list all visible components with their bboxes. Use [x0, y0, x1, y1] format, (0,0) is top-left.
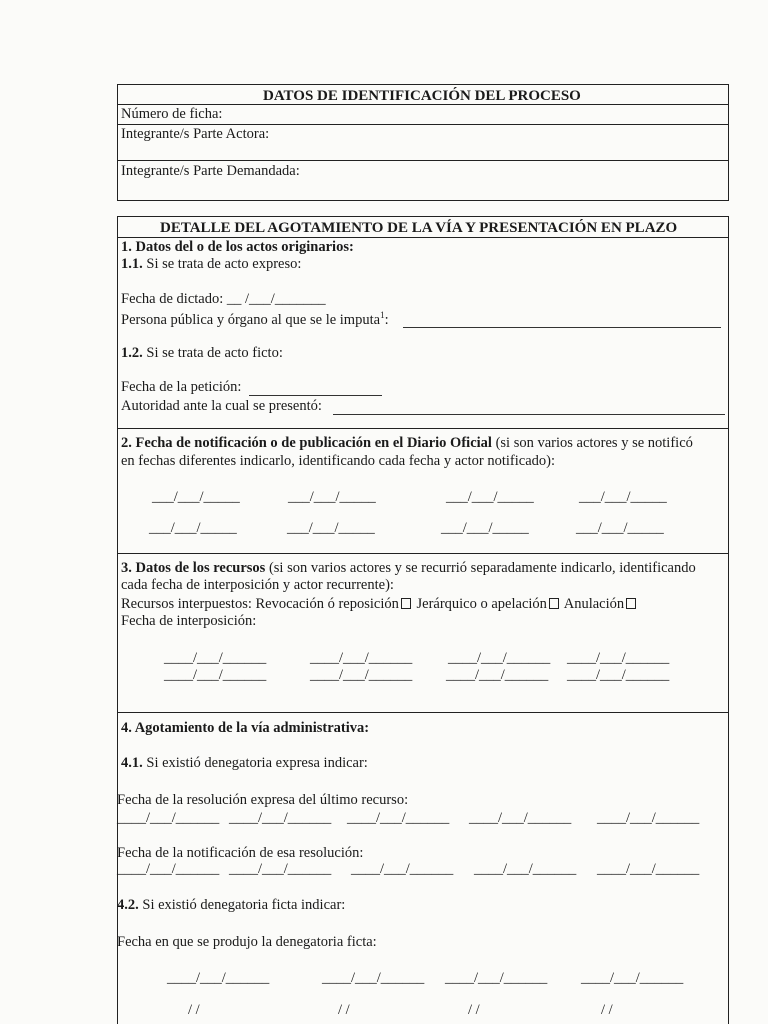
subsection-text: Si existió denegatoria expresa indicar:	[146, 755, 368, 771]
date-field-partial[interactable]: / /	[468, 1002, 480, 1018]
date-field[interactable]: ___/___/_____	[152, 489, 240, 505]
field-label-resolucion-expresa: Fecha de la resolución expresa del último recurso:	[117, 792, 409, 808]
date-field[interactable]: ____/___/______	[445, 970, 548, 986]
recursos-options	[121, 597, 638, 612]
date-field[interactable]: ____/___/______	[229, 861, 332, 877]
autoridad-input-line[interactable]	[333, 414, 725, 415]
recursos-label: Recursos interpuestos:	[121, 596, 252, 612]
date-field[interactable]: ____/___/______	[581, 970, 684, 986]
field-fecha-dictado: Fecha de dictado: __ /___/_______	[121, 291, 326, 307]
subsection-number: 1.1.	[121, 256, 143, 272]
part1-heading: 1. Datos del o de los actos originarios:	[121, 239, 354, 255]
box2-divider	[117, 712, 729, 713]
box1-divider	[117, 124, 729, 125]
fecha-peticion-input-line[interactable]	[249, 395, 382, 396]
section-title-identification: DATOS DE IDENTIFICACIÓN DEL PROCESO	[263, 88, 581, 104]
subsection-text: Si existió denegatoria ficta indicar:	[142, 897, 346, 913]
checkbox-revocacion[interactable]	[401, 598, 411, 609]
date-field[interactable]: ___/___/_____	[576, 520, 664, 536]
subsection-text: Si se trata de acto expreso:	[146, 256, 302, 272]
date-field[interactable]: ____/___/______	[597, 810, 700, 826]
date-field[interactable]: ____/___/______	[164, 650, 267, 666]
part2-heading-bold: 2. Fecha de notificación o de publicación en el Diario Oficial	[121, 435, 492, 451]
date-field[interactable]: ____/___/______	[310, 667, 413, 683]
subsection-number: 1.2.	[121, 345, 143, 361]
part4-heading: 4. Agotamiento de la vía administrativa:	[121, 720, 370, 736]
date-field-partial[interactable]: / /	[338, 1002, 350, 1018]
date-field[interactable]: ____/___/______	[351, 861, 454, 877]
section-title-exhaustion: DETALLE DEL AGOTAMIENTO DE LA VÍA Y PRESENTACIÓN EN PLAZO	[160, 220, 678, 236]
date-field[interactable]: ____/___/______	[597, 861, 700, 877]
persona-label: Persona pública y órgano al que se le imputa	[121, 311, 381, 328]
date-field[interactable]: ___/___/_____	[446, 489, 534, 505]
footnote-marker: 1	[380, 310, 385, 320]
date-field[interactable]: ____/___/______	[446, 667, 549, 683]
option-jerarquico-label: Jerárquico o apelación	[416, 596, 547, 612]
field-persona-publica	[121, 311, 389, 327]
field-label-parte-demandada: Integrante/s Parte Demandada:	[121, 163, 300, 179]
date-field[interactable]: ___/___/_____	[579, 489, 667, 505]
part2-heading-line2: en fechas diferentes indicarlo, identificando cada fecha y actor notificado):	[121, 453, 555, 469]
subsection-text: Si se trata de acto ficto:	[146, 345, 283, 361]
subsection-1-2	[121, 346, 283, 361]
date-field[interactable]: ____/___/______	[567, 650, 670, 666]
date-field-partial[interactable]: / /	[188, 1002, 200, 1018]
date-field[interactable]: ____/___/______	[310, 650, 413, 666]
box2-divider	[117, 553, 729, 554]
field-label-denegatoria-ficta: Fecha en que se produjo la denegatoria ficta:	[117, 934, 377, 950]
persona-colon: :	[384, 311, 389, 328]
date-field[interactable]: ____/___/______	[229, 810, 332, 826]
field-label-autoridad: Autoridad ante la cual se presentó:	[121, 398, 322, 414]
subsection-number: 4.2.	[117, 897, 139, 913]
part3-heading-bold: 3. Datos de los recursos	[121, 560, 266, 576]
field-label-fecha-peticion: Fecha de la petición:	[121, 379, 242, 395]
date-field-partial[interactable]: / /	[601, 1002, 613, 1018]
date-field[interactable]: ____/___/______	[448, 650, 551, 666]
date-field[interactable]: ___/___/_____	[149, 520, 237, 536]
date-field[interactable]: ___/___/_____	[287, 520, 375, 536]
subsection-4-2	[117, 898, 345, 913]
box2-divider	[117, 237, 729, 238]
part2-heading-rest: (si son varios actores y se notificó	[495, 435, 693, 451]
date-field[interactable]: ____/___/______	[164, 667, 267, 683]
date-field[interactable]: ____/___/______	[167, 970, 270, 986]
date-field[interactable]: ____/___/______	[117, 861, 220, 877]
option-revocacion-label: Revocación ó reposición	[255, 596, 399, 612]
date-field[interactable]: ____/___/______	[347, 810, 450, 826]
part2-heading	[121, 436, 693, 451]
checkbox-jerarquico[interactable]	[549, 598, 559, 609]
date-field[interactable]: ____/___/______	[322, 970, 425, 986]
box1-divider	[117, 104, 729, 105]
date-field[interactable]: ___/___/_____	[288, 489, 376, 505]
date-field[interactable]: ___/___/_____	[441, 520, 529, 536]
date-field[interactable]: ____/___/______	[469, 810, 572, 826]
field-label-fecha-interposicion: Fecha de interposición:	[121, 613, 257, 629]
field-label-numero-ficha: Número de ficha:	[121, 106, 223, 122]
subsection-4-1	[121, 756, 368, 771]
subsection-number: 4.1.	[121, 755, 143, 771]
subsection-1-1	[121, 257, 301, 272]
box1-divider	[117, 160, 729, 161]
box2-divider	[117, 428, 729, 429]
persona-publica-input-line[interactable]	[403, 327, 721, 328]
part3-heading-line2: cada fecha de interposición y actor recurrente):	[121, 577, 394, 593]
field-label-parte-actora: Integrante/s Parte Actora:	[121, 126, 270, 142]
field-label-notificacion-resolucion: Fecha de la notificación de esa resolución:	[117, 845, 364, 861]
checkbox-anulacion[interactable]	[626, 598, 636, 609]
date-field[interactable]: ____/___/______	[567, 667, 670, 683]
part3-heading	[121, 561, 696, 576]
date-field[interactable]: ____/___/______	[117, 810, 220, 826]
part3-heading-rest: (si son varios actores y se recurrió separadamente indicarlo, identificando	[268, 560, 696, 576]
option-anulacion-label: Anulación	[563, 596, 625, 612]
date-field[interactable]: ____/___/______	[474, 861, 577, 877]
